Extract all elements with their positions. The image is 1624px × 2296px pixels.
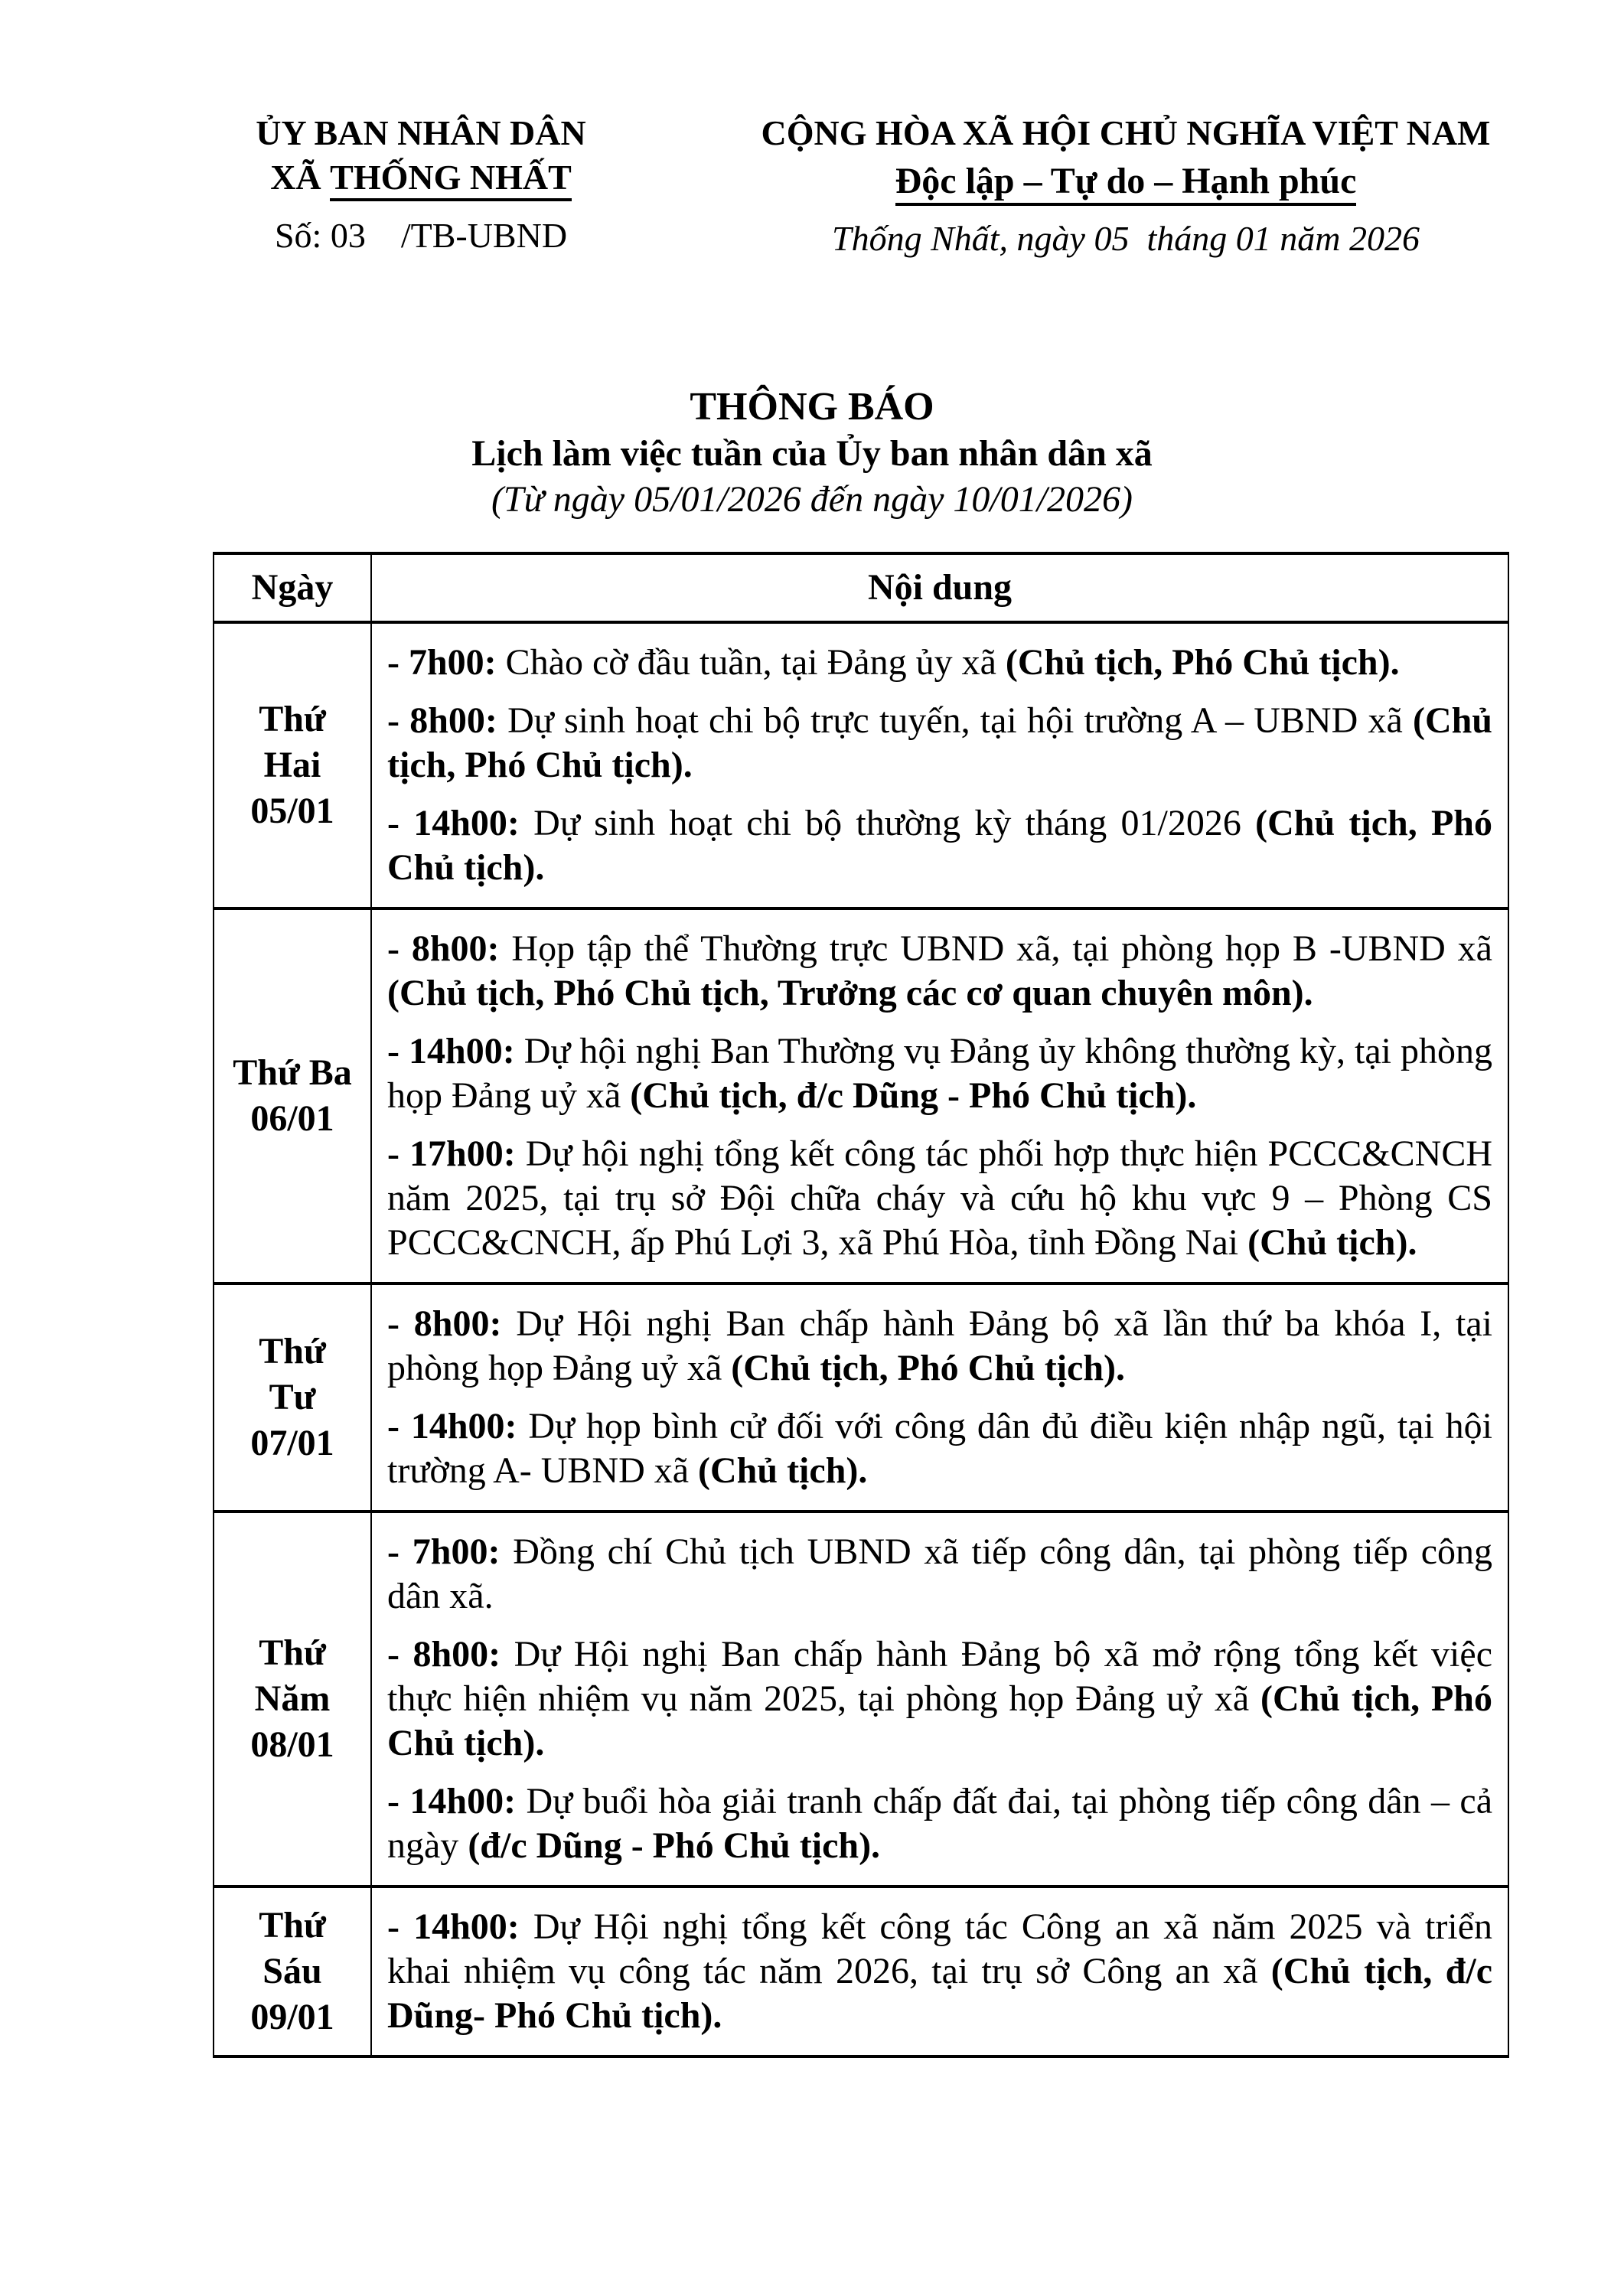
day-cell (214, 1512, 371, 1887)
table-row (214, 1887, 1508, 2056)
table-header-row (214, 553, 1508, 622)
table-row (214, 908, 1508, 1283)
item-text: Dự Hội nghị Ban chấp hành Đảng bộ xã mở rộng tổng kết việc thực hiện nhiệm vụ năm 2025, tại phòng họp Đảng uỷ xã (387, 1634, 1492, 1719)
item-text: Dự sinh hoạt chi bộ thường kỳ tháng 01/2026 (519, 803, 1256, 843)
day-line: Thứ (259, 1632, 326, 1673)
schedule-item (387, 927, 1492, 1016)
day-line: 09/01 (250, 1997, 334, 2037)
document-date-range: (Từ ngày 05/01/2026 đến ngày 10/01/2026) (491, 479, 1133, 520)
national-title: CỘNG HÒA XÃ HỘI CHỦ NGHĨA VIỆT NAM (761, 113, 1491, 152)
item-bold-text: - 14h00: (387, 803, 520, 843)
item-bold-text: (Chủ tịch, Phó Chủ tịch). (731, 1348, 1126, 1388)
item-bold-text: - 7h00: (387, 642, 497, 683)
national-header-block (712, 111, 1540, 261)
org-parent-name: ỦY BAN NHÂN DÂN (256, 113, 586, 152)
day-cell (214, 1283, 371, 1512)
item-bold-text: - 8h00: (387, 1303, 502, 1344)
day-line: 08/01 (250, 1724, 334, 1765)
item-bold-text: (Chủ tịch). (698, 1450, 868, 1491)
schedule-item (387, 801, 1492, 890)
item-bold-text: - 14h00: (387, 1406, 517, 1446)
item-text: Dự buổi hòa giải tranh chấp đất đai, tại phòng tiếp công dân – cả ngày (387, 1781, 1492, 1866)
item-bold-text: (Chủ tịch, Phó Chủ tịch). (387, 1678, 1492, 1763)
day-line: 05/01 (250, 791, 334, 831)
schedule-item (387, 641, 1492, 685)
day-line: Năm (254, 1678, 331, 1719)
item-bold-text: - 14h00: (387, 1031, 515, 1071)
national-motto-text: Độc lập – Tự do – Hạnh phúc (895, 161, 1357, 206)
day-line: Sáu (263, 1951, 322, 1991)
item-text: Dự hội nghị Ban Thường vụ Đảng ủy không thường kỳ, tại phòng họp Đảng uỷ xã (387, 1031, 1493, 1116)
item-bold-text: - 17h00: (387, 1133, 516, 1174)
column-header-content: Nội dung (371, 553, 1508, 622)
schedule-item (387, 1905, 1492, 2038)
document-number: Số: 03 /TB-UBND (274, 216, 568, 255)
national-motto (712, 158, 1540, 206)
item-text: Dự Hội nghị Ban chấp hành Đảng bộ xã lần thứ ba khóa I, tại phòng họp Đảng uỷ xã (387, 1303, 1492, 1388)
day-line: 06/01 (250, 1098, 334, 1139)
day-line: 07/01 (250, 1423, 334, 1463)
item-bold-text: - 8h00: (387, 700, 497, 741)
item-text: Chào cờ đầu tuần, tại Đảng ủy xã (496, 642, 1006, 683)
table-row (214, 1283, 1508, 1512)
item-bold-text: (Chủ tịch). (1247, 1222, 1417, 1263)
schedule-item (387, 1302, 1492, 1391)
item-bold-text: (Chủ tịch, đ/c Dũng - Phó Chủ tịch). (630, 1075, 1197, 1116)
schedule-item (387, 1779, 1492, 1868)
schedule-item (387, 699, 1492, 788)
issuing-org-block (130, 111, 712, 261)
day-line: Thứ Ba (233, 1052, 352, 1093)
item-text: Dự Hội nghị tổng kết công tác Công an xã năm 2025 và triển khai nhiệm vụ công tác năm 2026, tại trụ sở Công an xã (387, 1906, 1492, 1991)
document-header (0, 111, 1624, 261)
day-line: Thứ (259, 699, 326, 739)
schedule-item (387, 1632, 1492, 1766)
item-text: Dự sinh hoạt chi bộ trực tuyến, tại hội trường A – UBND xã (497, 700, 1413, 741)
org-unit-prefix: XÃ (270, 158, 331, 197)
item-bold-text: - 8h00: (387, 928, 500, 969)
place-and-date: Thống Nhất, ngày 05 tháng 01 năm 2026 (832, 219, 1420, 258)
day-line: Thứ (259, 1905, 326, 1945)
schedule-item (387, 1132, 1492, 1265)
day-cell (214, 908, 371, 1283)
schedule-item (387, 1404, 1492, 1493)
table-row (214, 1512, 1508, 1887)
day-line: Hai (263, 745, 321, 785)
schedule-table (213, 552, 1509, 2058)
item-text: Họp tập thể Thường trực UBND xã, tại phòng họp B -UBND xã (499, 928, 1492, 969)
item-bold-text: - 14h00: (387, 1781, 517, 1821)
day-cell (214, 1887, 371, 2056)
column-header-day: Ngày (214, 553, 371, 622)
content-cell (371, 1512, 1508, 1887)
item-bold-text: - 8h00: (387, 1634, 501, 1675)
item-text: Đồng chí Chủ tịch UBND xã tiếp công dân, tại phòng tiếp công dân xã. (387, 1531, 1493, 1616)
table-row (214, 622, 1508, 908)
document-title: THÔNG BÁO (690, 385, 934, 429)
item-bold-text: (đ/c Dũng - Phó Chủ tịch). (468, 1825, 881, 1866)
schedule-item (387, 1530, 1492, 1619)
item-bold-text: (Chủ tịch, đ/c Dũng- Phó Chủ tịch). (387, 1951, 1492, 2036)
content-cell (371, 908, 1508, 1283)
content-cell (371, 1887, 1508, 2056)
day-line: Thứ (259, 1331, 326, 1371)
schedule-body (214, 622, 1508, 2056)
document-subtitle: Lịch làm việc tuần của Ủy ban nhân dân xã (471, 433, 1153, 474)
item-bold-text: (Chủ tịch, Phó Chủ tịch, Trưởng các cơ quan chuyên môn). (387, 973, 1313, 1013)
schedule-item (387, 1029, 1492, 1118)
title-block (0, 383, 1624, 523)
item-bold-text: (Chủ tịch, Phó Chủ tịch). (1005, 642, 1400, 683)
item-text: Dự họp bình cử đối với công dân đủ điều kiện nhập ngũ, tại hội trường A- UBND xã (387, 1406, 1492, 1491)
day-line: Tư (269, 1377, 316, 1417)
item-bold-text: (Chủ tịch, Phó Chủ tịch). (387, 803, 1493, 888)
item-bold-text: (Chủ tịch, Phó Chủ tịch). (387, 700, 1492, 785)
item-bold-text: - 7h00: (387, 1531, 501, 1572)
item-text: Dự hội nghị tổng kết công tác phối hợp thực hiện PCCC&CNCH năm 2025, tại trụ sở Đội chữa cháy và cứu hộ khu vực 9 – Phòng CS PCCC&CNCH, ấp Phú Lợi 3, xã Phú Hòa, tỉnh Đồng Nai (387, 1133, 1492, 1263)
item-bold-text: - 14h00: (387, 1906, 520, 1947)
content-cell (371, 1283, 1508, 1512)
day-cell (214, 622, 371, 908)
org-unit-name: THỐNG NHẤT (330, 158, 572, 201)
content-cell (371, 622, 1508, 908)
org-unit-name-line (130, 155, 712, 201)
